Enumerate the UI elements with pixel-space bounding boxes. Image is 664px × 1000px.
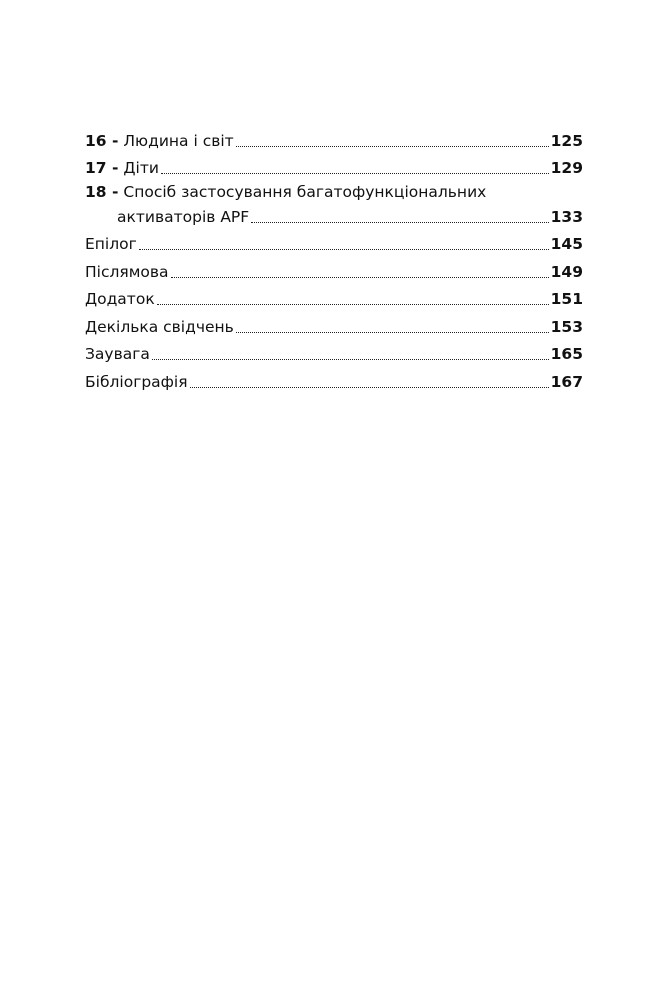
toc-entry-title: Епілог	[85, 235, 137, 253]
toc-entry-page: 129	[550, 159, 583, 177]
toc-entry-testimonials[interactable]	[85, 310, 583, 338]
toc-entry-second-line	[85, 203, 583, 228]
toc-entry-epilogue[interactable]	[85, 228, 583, 256]
toc-entry-18[interactable]	[85, 179, 583, 228]
table-of-contents	[85, 124, 583, 393]
dot-leader	[171, 276, 549, 278]
toc-entry-number: 17 -	[85, 159, 119, 177]
dot-leader	[251, 221, 548, 223]
dot-leader	[161, 172, 549, 174]
toc-entry-page: 149	[550, 262, 583, 281]
toc-entry-title: Заувага	[85, 345, 150, 363]
toc-entry-appendix[interactable]	[85, 283, 583, 311]
dot-leader	[190, 386, 549, 388]
dot-leader	[139, 248, 549, 250]
toc-entry-page: 165	[550, 345, 583, 363]
toc-entry-page: 151	[550, 290, 583, 308]
toc-entry-number: 18 -	[85, 183, 119, 201]
toc-entry-page: 153	[550, 317, 583, 336]
toc-entry-title: Бібліографія	[85, 372, 188, 391]
toc-entry-number: 16 -	[85, 131, 119, 150]
toc-entry-title: Декілька свідчень	[85, 317, 234, 336]
dot-leader	[152, 358, 549, 360]
toc-entry-page: 125	[550, 131, 583, 150]
toc-entry-title: Додаток	[85, 290, 155, 308]
toc-entry-note[interactable]	[85, 338, 583, 366]
dot-leader	[236, 331, 549, 333]
toc-entry-afterword[interactable]	[85, 255, 583, 283]
toc-entry-17[interactable]	[85, 152, 583, 180]
toc-entry-title: Спосіб застосування багатофункціональних	[123, 183, 487, 201]
toc-entry-page: 133	[550, 207, 583, 226]
toc-entry-title: Післямова	[85, 262, 169, 281]
dot-leader	[157, 303, 549, 305]
toc-entry-bibliography[interactable]	[85, 365, 583, 393]
toc-entry-title: Людина і світ	[123, 131, 234, 150]
toc-entry-page: 145	[550, 235, 583, 253]
toc-entry-page: 167	[550, 372, 583, 391]
toc-entry-title-continued: активаторів APF	[117, 207, 250, 226]
toc-entry-16[interactable]	[85, 124, 583, 152]
toc-entry-title: Діти	[123, 159, 159, 177]
toc-entry-first-line	[85, 179, 583, 203]
dot-leader	[236, 145, 549, 147]
